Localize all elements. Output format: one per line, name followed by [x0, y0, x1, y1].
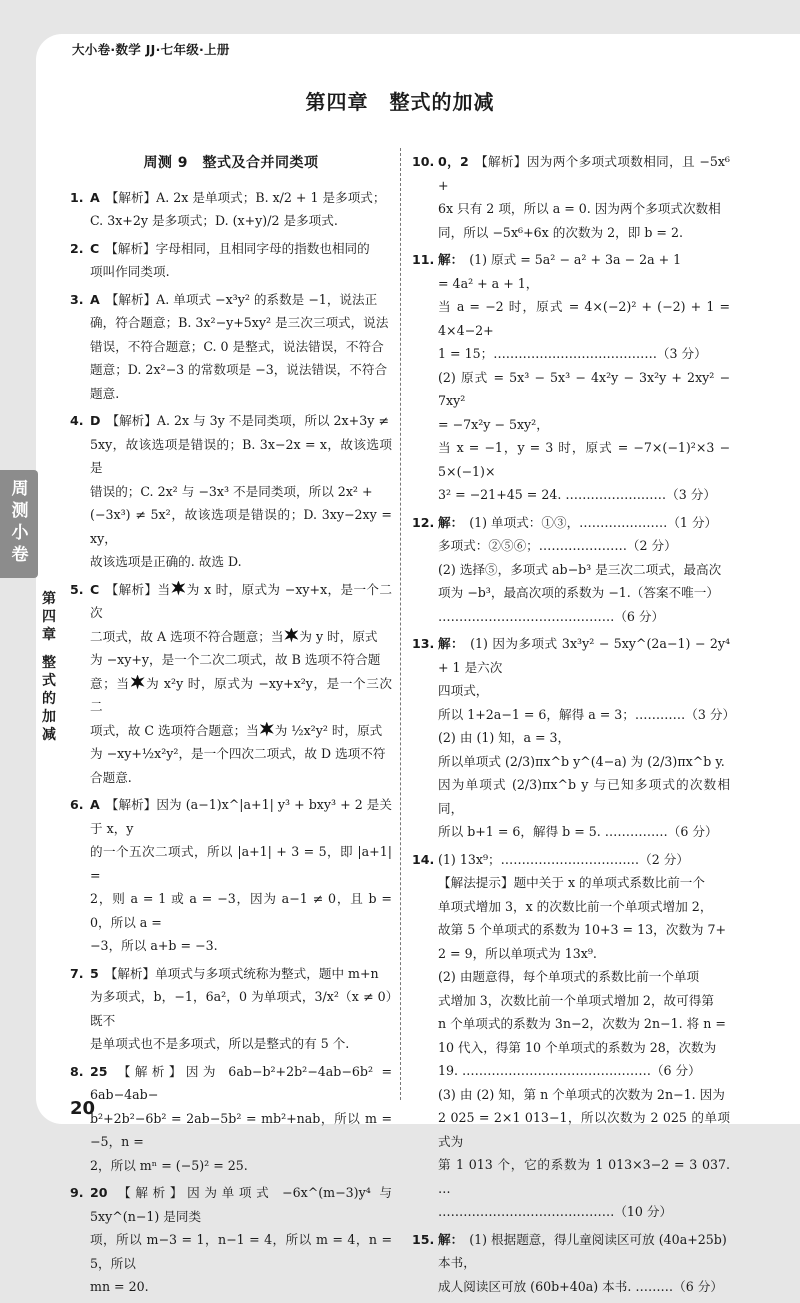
ink-blot-icon [131, 675, 145, 690]
question-item [70, 962, 392, 1056]
solution-line: A 【解析】A. 单项式 −x³y² 的系数是 −1，说法正 [90, 291, 378, 307]
side-chapter-label [40, 590, 58, 744]
question-item [70, 409, 392, 574]
answer-label: 25 [90, 1063, 108, 1079]
solution-line: ……………………………………（6 分） [438, 608, 665, 624]
solution-line: 意；当 为 x²y 时，原式为 −xy+x²y，是一个三次二 [90, 675, 392, 714]
question-body [90, 1181, 392, 1299]
solution-line: 错误，不符合题意；C. 0 是整式，说法错误，不符合 [90, 338, 384, 354]
solution-line: (2) 由 (1) 知，a = 3， [438, 730, 571, 745]
solution-line: 二项式，故 A 选项不符合题意；当 为 y 时，原式 [90, 628, 378, 644]
column-divider [400, 148, 401, 1100]
book-header: 大小卷·数学 JJ·七年级·上册 [72, 42, 230, 57]
question-body [438, 848, 730, 1224]
solution-line: 项，所以 m−3 = 1，n−1 = 4，所以 m = 4，n = 5，所以 [90, 1232, 392, 1271]
solution-line: 多项式：②⑤⑥；…………………（2 分） [438, 538, 677, 553]
solution-line: C 【解析】字母相同，且相同字母的指数也相同的 [90, 240, 370, 256]
solution-line: 25 【解析】因为 6ab−b²+2b²−4ab−6b² = 6ab−4ab− [90, 1063, 392, 1102]
solution-line: −3，所以 a+b = −3. [90, 938, 218, 953]
question-item [70, 186, 392, 233]
question-body [90, 409, 392, 574]
question-number: 10. [412, 154, 435, 169]
question-body [438, 1228, 730, 1299]
solution-line: 所以 1+2a−1 = 6，解得 a = 3；…………（3 分） [438, 706, 736, 722]
solution-line: 所以单项式 (2/3)πx^b y^(4−a) 为 (2/3)πx^b y. [438, 753, 725, 769]
question-body [90, 186, 392, 233]
answer-label: 解： [438, 1231, 464, 1247]
solution-line: 【解法提示】题中关于 x 的单项式系数比前一个 [438, 875, 705, 890]
solution-line: A 【解析】A. 2x 是单项式；B. x/2 + 1 是多项式； [90, 189, 386, 205]
solution-line: 是单项式也不是多项式，所以是整式的有 5 个. [90, 1036, 350, 1051]
question-item [412, 632, 736, 844]
solution-line: mn = 20. [90, 1279, 149, 1294]
solution-line: 5 【解析】单项式与多项式统称为整式，题中 m+n [90, 965, 379, 981]
solution-line: 项叫作同类项. [90, 264, 170, 279]
answer-label: A [90, 189, 100, 205]
solution-line: D 【解析】A. 2x 与 3y 不是同类项，所以 2x+3y ≠ [90, 413, 389, 428]
solution-line: 解： (1) 因为多项式 3x³y² − 5xy^(2a−1) − 2y⁴ + 1 是六次 [438, 636, 730, 675]
solution-line: 当 x = −1，y = 3 时，原式 = −7×(−1)²×3 − 5×(−1)× [438, 440, 730, 479]
solution-line: 本书， [438, 1255, 476, 1270]
question-item [70, 578, 392, 790]
question-number: 12. [412, 514, 435, 530]
solution-line: 合题意. [90, 769, 132, 785]
question-body [438, 632, 736, 844]
solution-line: 错误的；C. 2x² 与 −3x³ 不是同类项，所以 2x² + [90, 483, 373, 499]
answer-label: 0，2 [438, 154, 469, 169]
answer-label: 解： [438, 252, 464, 267]
right-question-list [412, 150, 736, 1298]
answer-label: 20 [90, 1185, 108, 1200]
solution-line: 的一个五次二项式，所以 |a+1| + 3 = 5，即 |a+1| = [90, 844, 392, 883]
question-number: 11. [412, 252, 435, 267]
question-body [438, 511, 730, 629]
question-number: 4. [70, 413, 84, 428]
question-number: 8. [70, 1063, 84, 1079]
question-body [90, 962, 392, 1056]
question-number: 14. [412, 851, 435, 867]
question-body [90, 578, 392, 790]
solution-line: 解： (1) 单项式：①③，…………………（1 分） [438, 514, 718, 530]
solution-line: 2 = 9，所以单项式为 13x⁹. [438, 945, 597, 961]
right-column [412, 150, 736, 1302]
question-number: 15. [412, 1231, 435, 1247]
question-item [70, 288, 392, 406]
solution-line: 项式，故 C 选项符合题意；当 为 ½x²y² 时，原式 [90, 722, 383, 738]
question-item [70, 1060, 392, 1178]
solution-line: 为 −xy+½x²y²，是一个四次二项式，故 D 选项不符 [90, 746, 386, 761]
solution-line: = −7x²y − 5xy²， [438, 416, 549, 432]
question-body [438, 248, 730, 507]
solution-line: 6x 只有 2 项，所以 a = 0. 因为两个多项式次数相 [438, 201, 721, 216]
solution-line: (2) 由题意得，每个单项式的系数比前一个单项 [438, 969, 700, 984]
question-number: 13. [412, 636, 435, 651]
solution-line: 成人阅读区可放 (60b+40a) 本书. ………（6 分） [438, 1278, 723, 1294]
section-title: 周测 9 整式及合并同类项 [143, 155, 319, 171]
solution-line: 20 【解析】因为单项式 −6x^(m−3)y⁴ 与 5xy^(n−1) 是同类 [90, 1185, 392, 1224]
answer-label: D [90, 413, 101, 428]
question-item [70, 1181, 392, 1299]
side-tab-label: 周测小卷 [11, 479, 29, 565]
ink-blot-icon [171, 581, 185, 596]
solution-line: C. 3x+2y 是多项式；D. (x+y)/2 是多项式. [90, 213, 338, 228]
question-number: 6. [70, 797, 84, 812]
solution-line: (−3x³) ≠ 5x²，故该选项是错误的；D. 3xy−2xy = xy， [90, 507, 392, 546]
left-column [70, 150, 392, 1303]
answer-label: C [90, 581, 100, 597]
question-item [70, 793, 392, 958]
solution-line: 为多项式，b，−1，6a²，0 为单项式，3/x²（x ≠ 0）既不 [90, 989, 392, 1028]
solution-line: b²+2b²−6b² = 2ab−5b² = mb²+nab，所以 m = −5，n = [90, 1110, 392, 1149]
question-item [412, 150, 730, 244]
solution-line: (2) 选择⑤，多项式 ab−b³ 是三次二项式，最高次 [438, 561, 722, 577]
solution-line: (3) 由 (2) 知，第 n 个单项式的次数为 2n−1. 因为 [438, 1086, 725, 1102]
page-number: 20 [70, 1098, 96, 1119]
solution-line: 19. ………………………………………（6 分） [438, 1063, 701, 1078]
solution-line: 3² = −21+45 = 24. ……………………（3 分） [438, 487, 716, 502]
solution-line: 1 = 15；…………………………………（3 分） [438, 346, 707, 361]
solution-line: 2 025 = 2×1 013−1，所以次数为 2 025 的单项式为 [438, 1110, 730, 1149]
solution-line: 四项式， [438, 683, 489, 698]
solution-line: 式增加 3，次数比前一个单项式增加 2，故可得第 [438, 992, 714, 1008]
solution-line: = 4a² + a + 1， [438, 275, 539, 291]
question-item [412, 511, 730, 629]
side-chapter: 第四章 [42, 591, 56, 643]
side-subtitle: 整式的加减 [42, 655, 56, 743]
question-item [412, 1228, 730, 1299]
solution-line: 10 代入，得第 10 个单项式的系数为 28，次数为 [438, 1039, 717, 1055]
solution-line: 0，2 【解析】因为两个多项式项数相同，且 −5x⁶ + [438, 154, 730, 193]
solution-line: 因为单项式 (2/3)πx^b y 与已知多项式的次数相同， [438, 777, 730, 816]
solution-line: 第 1 013 个，它的系数为 1 013×3−2 = 3 037. … [438, 1157, 730, 1196]
question-body [90, 237, 392, 284]
ink-blot-icon [260, 722, 274, 737]
solution-line: (2) 原式 = 5x³ − 5x³ − 4x²y − 3x²y + 2xy² − 7xy² [438, 369, 730, 408]
solution-line: 同，所以 −5x⁶+6x 的次数为 2，即 b = 2. [438, 224, 683, 240]
solution-line: 解： (1) 根据题意，得儿童阅读区可放 (40a+25b) [438, 1231, 727, 1247]
solution-line: ……………………………………（10 分） [438, 1204, 673, 1219]
ink-blot-icon [284, 628, 298, 643]
solution-line: 项为 −b³，最高次项的系数为 −1.（答案不唯一） [438, 585, 719, 600]
question-number: 5. [70, 581, 84, 597]
solution-line: 当 a = −2 时，原式 = 4×(−2)² + (−2) + 1 = 4×4−2+ [438, 299, 730, 338]
question-body [90, 793, 392, 958]
solution-line: C 【解析】当 为 x 时，原式为 −xy+x，是一个二次 [90, 581, 392, 620]
solution-line: (1) 13x⁹；……………………………（2 分） [438, 851, 689, 867]
question-item [412, 248, 730, 507]
answer-label: A [90, 291, 100, 307]
solution-line: 确，符合题意；B. 3x²−y+5xy² 是三次三项式，说法 [90, 315, 389, 330]
solution-line: 题意；D. 2x²−3 的常数项是 −3，说法错误，不符合 [90, 362, 388, 377]
solution-line: 故该选项是正确的. 故选 D. [90, 554, 242, 569]
solution-line: 5xy，故该选项是错误的；B. 3x−2x = x，故该选项是 [90, 436, 392, 475]
solution-line: 单项式增加 3，x 的次数比前一个单项式增加 2， [438, 898, 713, 914]
question-number: 7. [70, 965, 84, 981]
question-number: 3. [70, 291, 84, 307]
side-tab[interactable] [0, 470, 38, 578]
solution-line: 为 −xy+y，是一个二次二项式，故 B 选项不符合题 [90, 652, 381, 667]
question-number: 2. [70, 240, 84, 256]
question-number: 9. [70, 1185, 84, 1200]
solution-line: A 【解析】因为 (a−1)x^|a+1| y³ + bxy³ + 2 是关于 x，y [90, 797, 392, 836]
solution-line: 2，则 a = 1 或 a = −3，因为 a−1 ≠ 0，且 b = 0，所以 a = [90, 891, 392, 930]
answer-label: 5 [90, 965, 99, 981]
left-question-list [70, 186, 392, 1299]
question-item [412, 848, 730, 1224]
question-body [438, 150, 730, 244]
answer-label: A [90, 797, 100, 812]
answer-label: 解： [438, 636, 465, 651]
question-item [70, 237, 392, 284]
question-body [90, 288, 392, 406]
solution-line: 2，所以 mⁿ = (−5)² = 25. [90, 1157, 248, 1173]
solution-line: 故第 5 个单项式的系数为 10+3 = 13，次数为 7+ [438, 922, 727, 937]
solution-line: 题意. [90, 385, 120, 401]
chapter-title: 第四章 整式的加减 [305, 90, 495, 114]
solution-line: n 个单项式的系数为 3n−2，次数为 2n−1. 将 n = [438, 1016, 726, 1031]
question-body [90, 1060, 392, 1178]
solution-line: 所以 b+1 = 6，解得 b = 5. ……………（6 分） [438, 824, 718, 839]
answer-label: 解： [438, 514, 464, 530]
question-number: 1. [70, 189, 84, 205]
answer-label: C [90, 240, 100, 256]
solution-line: 解： (1) 原式 = 5a² − a² + 3a − 2a + 1 [438, 252, 682, 267]
